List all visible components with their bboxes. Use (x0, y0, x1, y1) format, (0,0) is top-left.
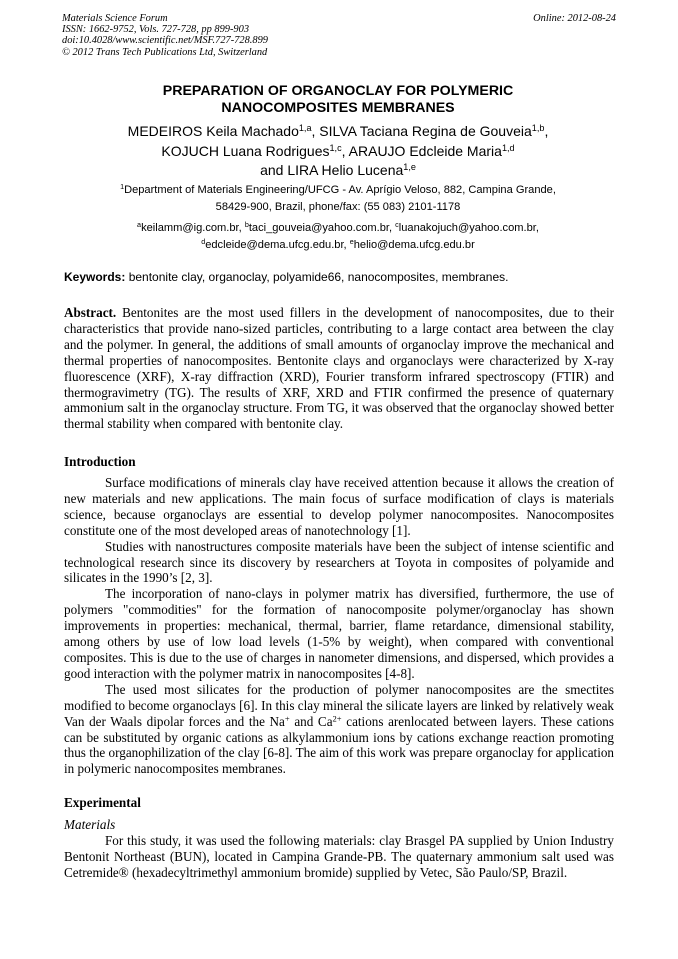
issn-line: ISSN: 1662-9752, Vols. 727-728, pp 899-903 (62, 24, 250, 36)
intro-paragraph-4 (64, 682, 614, 777)
author-line-1 (62, 122, 614, 142)
author-superscript: 1,b (531, 123, 545, 133)
copyright-line: © 2012 Trans Tech Publications Ltd, Switzerland (62, 46, 268, 58)
email-superscript: e (349, 236, 354, 246)
author-separator: , (311, 123, 320, 139)
author-name: KOJUCH Luana Rodrigues (161, 142, 330, 159)
intro-p4-text-a: The used most silicates for the production of polymer nanocomposites are the smectites modified to become organoclays [6]. In this clay mineral the silicate layers are linked by relatively weak Van der Waals dipolar forces and the Na (64, 681, 614, 729)
author-line-2 (62, 142, 614, 162)
materials-paragraph-1: For this study, it was used the following materials: clay Brasgel PA supplied by Union Industry Bentonit Northeast (BUN), located in Campina Grande-PB. The quaternary ammonium salt used was Cetremide® (hexadecyltrimethyl ammonium bromide) supplied by Vetec, São Paulo/SP, Brazil. (64, 833, 614, 880)
email-link[interactable]: helio@dema.ufcg.edu.br (353, 238, 475, 251)
email-superscript: b (244, 220, 249, 230)
email-superscript: d (201, 236, 206, 246)
author-superscript: 1,a (298, 123, 312, 133)
email-link[interactable]: taci_gouveia@yahoo.com.br (248, 222, 389, 234)
keywords-label: Keywords: (64, 270, 126, 284)
author-list (62, 122, 614, 181)
author-superscript: 1,c (329, 142, 342, 153)
author-name: LIRA Helio Lucena (287, 162, 404, 179)
author-superscript: 1,e (403, 162, 416, 173)
affiliation-line-2: 58429-900, Brazil, phone/fax: (55 083) 2101-1178 (215, 200, 461, 213)
author-name: SILVA Taciana Regina de Gouveia (319, 123, 532, 139)
email-separator: , (388, 222, 396, 234)
keywords (64, 270, 616, 285)
author-name: MEDEIROS Keila Machado (127, 123, 299, 139)
affiliation-line-1 (62, 182, 614, 199)
keywords-text: bentonite clay, organoclay, polyamide66, nanocomposites, membranes. (125, 270, 509, 284)
intro-paragraph-3: The incorporation of nano-clays in polymer matrix has diversified, furthermore, the use of polymers "commodities" for the formation of nanocomposite polymer/organoclay has shown improvements in properties: mechanical, thermal, barrier, flame retardance, dimensional stability, among others by use of low load levels (1-5% by weight), when compared with conventional composites. This is due to the use of charges in nanometer dimensions, and dispersed, which provides a good interaction with the polymer matrix in nanocomposites [4-8]. (64, 586, 614, 681)
subsection-heading-materials: Materials (64, 817, 116, 832)
email-list (62, 220, 614, 253)
materials-body (64, 833, 614, 881)
email-separator: , (343, 238, 350, 251)
email-superscript: c (395, 220, 399, 230)
author-separator: , (544, 123, 549, 139)
online-date: Online: 2012-08-24 (533, 13, 616, 24)
author-name: ARAUJO Edcleide Maria (348, 142, 502, 159)
title-line-1: PREPARATION OF ORGANOCLAY FOR POLYMERIC (162, 83, 514, 99)
intro-paragraph-2: Studies with nanostructures composite materials have been the subject of intense scientific and technological research since its discovery by researchers at Toyota in composites of polyamide and silicates in the 1990’s [2, 3]. (64, 538, 614, 586)
journal-name: Materials Science Forum (62, 13, 168, 24)
doi-line: doi:10.4028/www.scientific.net/MSF.727-728.899 (62, 35, 268, 47)
affiliation (62, 182, 614, 215)
email-link[interactable]: edcleide@dema.ufcg.edu.br (205, 238, 344, 251)
email-superscript: a (137, 220, 142, 230)
email-separator: , (535, 222, 539, 234)
email-line-1 (62, 220, 614, 237)
introduction-body (64, 475, 614, 777)
email-line-2 (62, 237, 614, 254)
paper-title (62, 83, 614, 117)
email-link[interactable]: keilamm@ig.com.br (141, 222, 239, 234)
section-heading-introduction: Introduction (64, 454, 136, 469)
section-heading-experimental: Experimental (64, 795, 141, 810)
author-superscript: 1,d (501, 142, 515, 153)
title-line-2: NANOCOMPOSITES MEMBRANES (221, 100, 455, 116)
abstract (64, 305, 614, 432)
ca-charge-superscript: 2+ (332, 712, 342, 723)
email-link[interactable]: luanakojuch@yahoo.com.br (398, 222, 536, 234)
email-separator: , (238, 222, 245, 234)
running-header-left (62, 13, 268, 58)
author-separator: , (341, 142, 349, 159)
affiliation-superscript: 1 (120, 182, 125, 192)
abstract-label: Abstract. (64, 305, 117, 320)
author-and: and (260, 162, 288, 179)
author-line-3 (62, 161, 614, 181)
affiliation-text: Department of Materials Engineering/UFCG - Av. Aprígio Veloso, 882, Campina Grande, (124, 184, 556, 196)
intro-p4-text-b: and Ca (289, 713, 333, 729)
intro-paragraph-1: Surface modifications of minerals clay have received attention because it allows the creation of new materials and new applications. The main focus of surface modification of clays is materials science, because organoclays are essential to develop polymer nanocomposites. Nanocomposites constitute one of the most developed areas of nanotechnology [1]. (64, 475, 614, 538)
intro-p4-text-c: cations arenlocated between layers. These cations can be substituted by organic cations as alkylammonium ions by cations exchange reaction promoting thus the organophilization of the clay [6-8]. The aim of this work was prepare organoclay for application in polymeric nanocomposites membranes. (64, 713, 614, 777)
na-charge-superscript: + (284, 712, 290, 723)
abstract-text: Bentonites are the most used fillers in the development of nanocomposites, due to their characteristics that provide nano-sized particles, contributing to a large contact area between the clay and the polymer. In general, the additions of small amounts of organoclay improve the mechanical and thermal properties of nanocomposites. Bentonite clays and organoclays were characterized by X-ray fluorescence (XRF), X-ray diffraction (XRD), Fourier transform infrared spectroscopy (FTIR) and thermogravimetry (TG). The results of XRF, XRD and FTIR confirmed the presence of quaternary ammonium salt in the organoclay structure. From TG, it was observed that the organoclay showed better thermal stability when compared with bentonite clay. (64, 305, 614, 432)
